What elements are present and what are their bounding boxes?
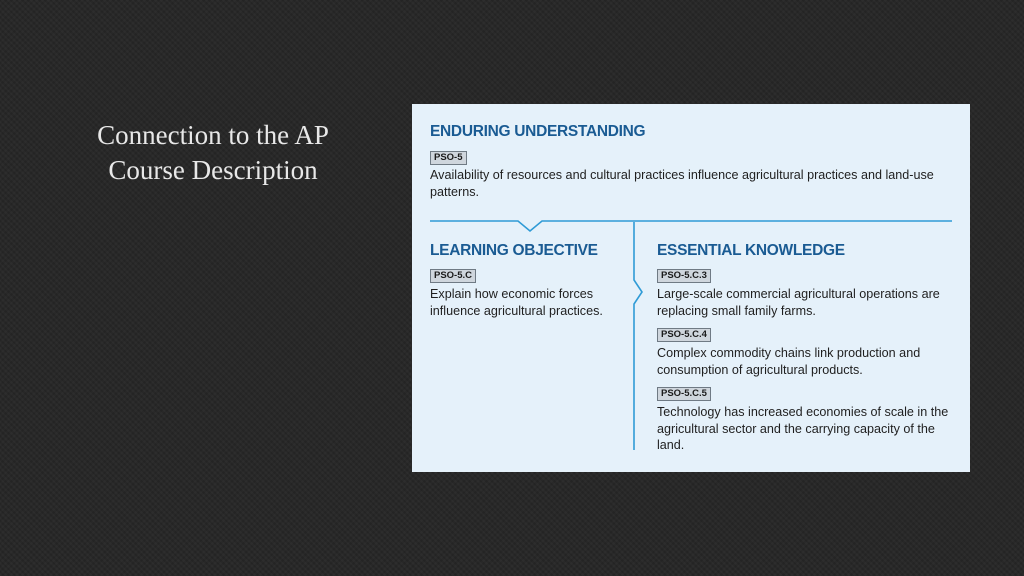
enduring-understanding-heading: ENDURING UNDERSTANDING [430, 123, 646, 140]
knowledge-item-text-2: Complex commodity chains link production and consumption of agricultural products. [657, 346, 921, 377]
course-description-card [412, 104, 970, 472]
knowledge-code-badge-1: PSO-5.C.3 [657, 269, 711, 283]
enduring-code-badge: PSO-5 [430, 151, 467, 165]
knowledge-item-text-3: Technology has increased economies of scale in the agricultural sector and the carrying capacity of the land. [657, 405, 949, 452]
knowledge-item-text-1: Large-scale commercial agricultural operations are replacing small family farms. [657, 287, 940, 318]
enduring-understanding-text: Availability of resources and cultural practices influence agricultural practices and land-use patterns. [430, 168, 934, 199]
objective-code-badge: PSO-5.C [430, 269, 476, 283]
knowledge-code-badge-3: PSO-5.C.5 [657, 387, 711, 401]
learning-objective-text: Explain how economic forces influence agricultural practices. [430, 287, 603, 318]
essential-knowledge-heading: ESSENTIAL KNOWLEDGE [657, 242, 845, 259]
slide-title: Connection to the AP Course Description [97, 120, 329, 185]
knowledge-code-badge-2: PSO-5.C.4 [657, 328, 711, 342]
horizontal-divider [430, 221, 952, 231]
learning-objective-heading: LEARNING OBJECTIVE [430, 242, 598, 259]
vertical-divider [634, 222, 642, 450]
